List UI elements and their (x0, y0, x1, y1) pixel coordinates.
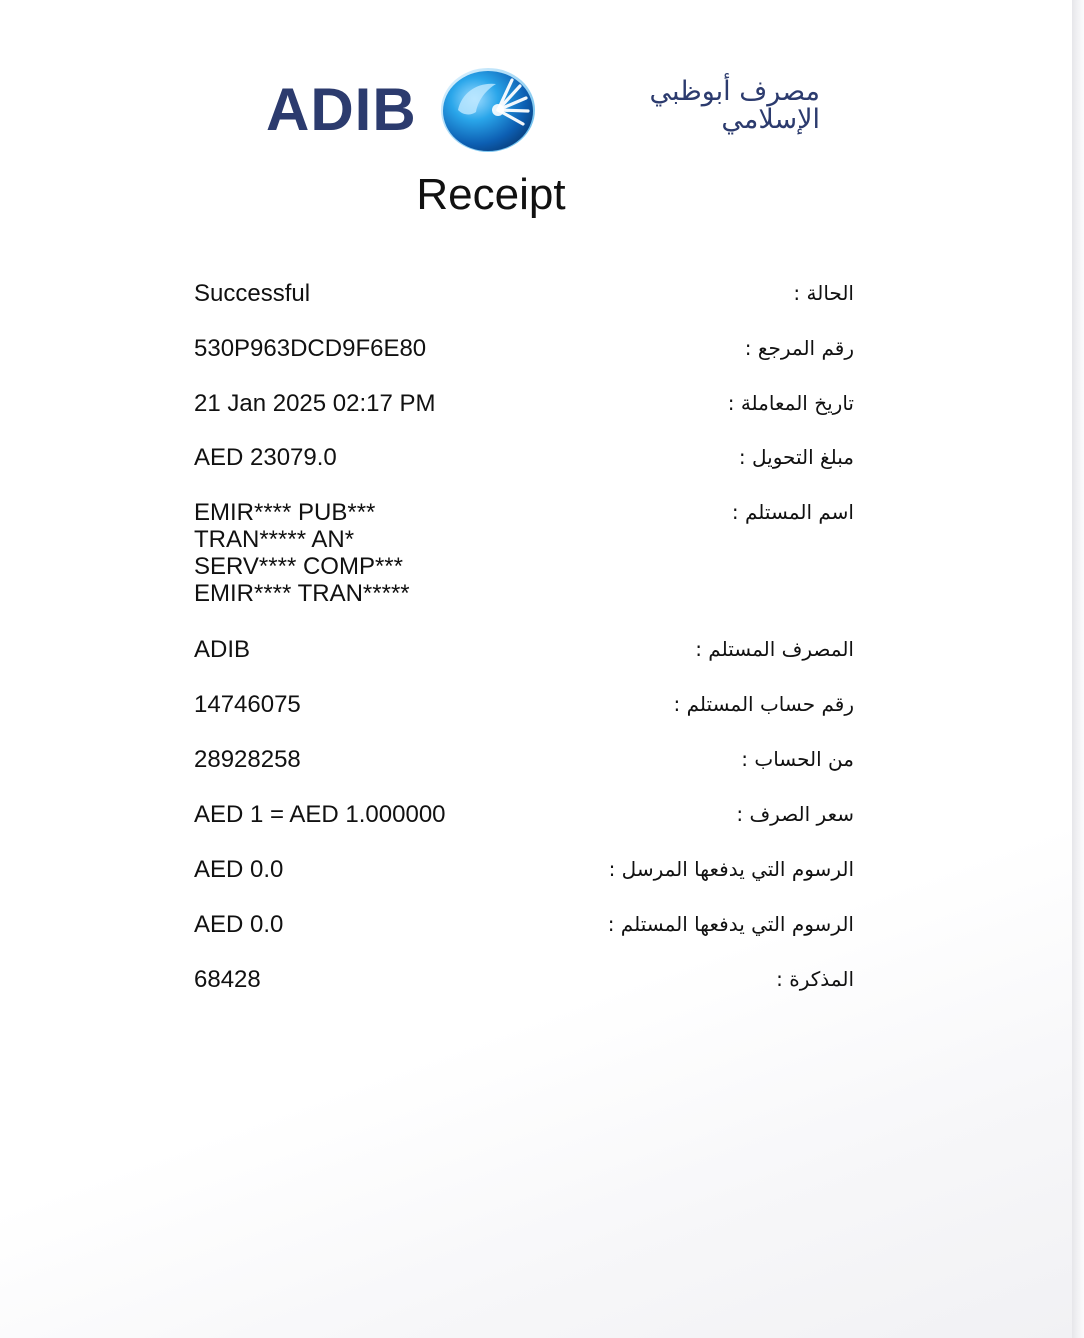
detail-value: ADIB (194, 636, 251, 663)
detail-label: المذكرة : (776, 967, 854, 991)
detail-value: 21 Jan 2025 02:17 PM (194, 390, 436, 417)
detail-value-line: EMIR**** TRAN***** (194, 580, 410, 607)
detail-value-line: TRAN***** AN* (194, 526, 355, 553)
detail-value: AED 0.0 (194, 911, 284, 938)
detail-value: 28928258 (194, 746, 301, 773)
detail-label: سعر الصرف : (736, 802, 854, 826)
detail-label: تاريخ المعاملة : (727, 391, 854, 415)
detail-value: 14746075 (194, 691, 301, 718)
bank-logo-latin: ADIB (266, 76, 417, 143)
detail-label: المصرف المستلم : (695, 637, 854, 661)
bank-logo-arabic-line2: الإسلامي (721, 104, 820, 135)
detail-value: AED 0.0 (194, 856, 284, 883)
page-edge-shadow (1072, 0, 1084, 1338)
detail-value: Successful (194, 280, 311, 307)
detail-value-line: EMIR**** PUB*** (194, 499, 376, 526)
detail-label: رقم حساب المستلم : (673, 692, 854, 716)
bank-emblem-icon (438, 66, 538, 154)
detail-label: الحالة : (793, 281, 854, 305)
detail-value: AED 1 = AED 1.000000 (194, 801, 446, 828)
detail-value: AED 23079.0 (194, 444, 337, 471)
detail-value-line: SERV**** COMP*** (194, 553, 403, 580)
detail-label: مبلغ التحويل : (738, 445, 854, 469)
bank-logo-arabic (558, 78, 820, 142)
detail-label: الرسوم التي يدفعها المستلم : (607, 912, 854, 936)
receipt-title: Receipt (416, 170, 566, 219)
bank-logo (266, 64, 826, 156)
detail-label: من الحساب : (741, 747, 854, 771)
detail-value: 68428 (194, 966, 261, 993)
detail-label: الرسوم التي يدفعها المرسل : (608, 857, 854, 881)
detail-label: اسم المستلم : (731, 500, 854, 524)
bank-logo-arabic-line1: مصرف أبوظبي (649, 76, 820, 107)
detail-value: 530P963DCD9F6E80 (194, 335, 427, 362)
detail-label: رقم المرجع : (744, 336, 854, 360)
